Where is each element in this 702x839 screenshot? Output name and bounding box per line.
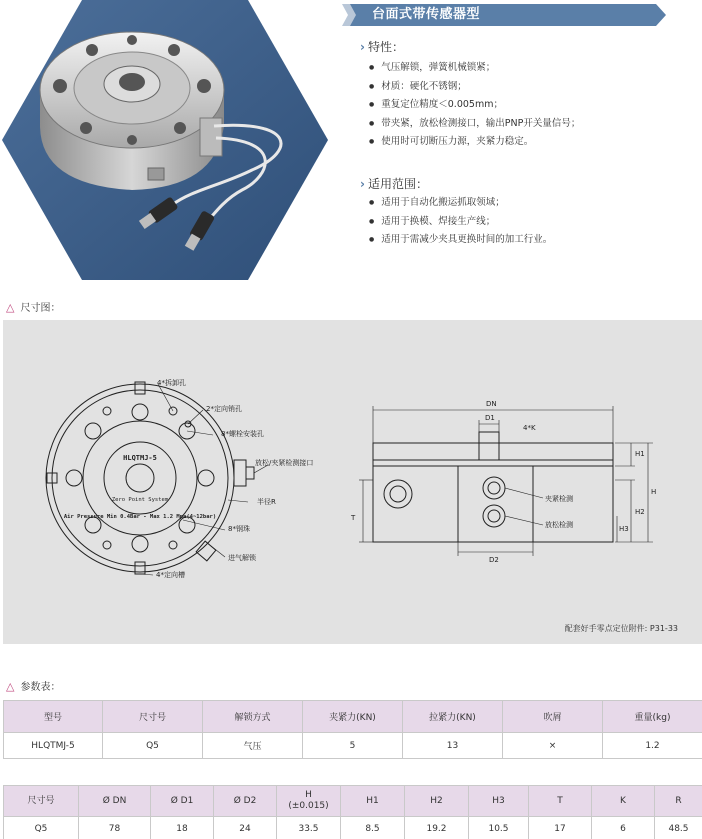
header-cell: R bbox=[655, 786, 702, 817]
table-row bbox=[4, 817, 702, 839]
table-cell: 10.5 bbox=[469, 817, 529, 839]
label-h2: H2 bbox=[635, 508, 645, 516]
table-cell: 19.2 bbox=[405, 817, 469, 839]
table-cell: 33.5 bbox=[277, 817, 341, 839]
table-header-row bbox=[4, 786, 702, 817]
header-cell: 解锁方式 bbox=[203, 701, 303, 733]
table-cell: 13 bbox=[403, 733, 503, 759]
label-locating-slots: 4*定向槽 bbox=[156, 571, 185, 579]
dimensions-table bbox=[3, 785, 702, 839]
list-item: ● 材质：硬化不锈钢； bbox=[369, 78, 580, 97]
header-cell: H1 bbox=[341, 786, 405, 817]
header-cell: Ø DN bbox=[79, 786, 151, 817]
table-cell: HLQTMJ-5 bbox=[4, 733, 103, 759]
params-table bbox=[3, 700, 702, 759]
table-cell: Q5 bbox=[4, 817, 79, 839]
page-title: 台面式带传感器型 bbox=[372, 7, 481, 22]
applications-list bbox=[369, 194, 552, 250]
model-etching: HLQTMJ-5 bbox=[123, 454, 157, 462]
header-cell-h: H (±0.015) bbox=[277, 786, 341, 817]
label-bolt-holes: 8*螺栓安装孔 bbox=[221, 430, 264, 438]
label-pin-holes: 2*定向销孔 bbox=[206, 405, 242, 413]
header-cell: Ø D1 bbox=[151, 786, 214, 817]
pressure-etching: Air Pressure Min 0.4Bar - Max 1.2 Mpa(4~12bar) bbox=[63, 514, 217, 520]
features-list bbox=[369, 59, 580, 152]
params-heading: △ 参数表： bbox=[6, 680, 61, 693]
label-h3: H3 bbox=[619, 525, 629, 533]
header-cell: H2 bbox=[405, 786, 469, 817]
label-dn: DN bbox=[486, 400, 497, 408]
table-row bbox=[4, 733, 702, 759]
header-cell: 尺寸号 bbox=[4, 786, 79, 817]
accessory-note: 配套好手零点定位附件: P31-33 bbox=[564, 624, 678, 633]
label-k: 4*K bbox=[523, 424, 536, 432]
triangle-icon: △ bbox=[6, 301, 15, 314]
table-cell: 6 bbox=[592, 817, 655, 839]
table-cell: × bbox=[503, 733, 603, 759]
list-item: ● 适用于换模、焊接生产线； bbox=[369, 213, 552, 232]
features-heading: › 特性： bbox=[360, 40, 404, 54]
applications-heading: › 适用范围： bbox=[360, 177, 428, 191]
product-image bbox=[2, 0, 328, 280]
h-tolerance: (±0.015) bbox=[288, 801, 329, 811]
table-cell: 1.2 bbox=[603, 733, 702, 759]
triangle-icon: △ bbox=[6, 680, 15, 693]
list-item: ● 适用于需减少夹具更换时间的加工行业。 bbox=[369, 231, 552, 250]
technical-drawing bbox=[3, 320, 702, 644]
list-item: ● 重复定位精度＜0.005mm； bbox=[369, 96, 580, 115]
table-cell: 78 bbox=[79, 817, 151, 839]
chevron-right-icon: › bbox=[360, 177, 365, 191]
header-cell: T bbox=[529, 786, 592, 817]
table-cell: 8.5 bbox=[341, 817, 405, 839]
list-item: ● 带夹紧，放松检测接口，输出PNP开关量信号； bbox=[369, 115, 580, 134]
label-clamp-sensor: 夹紧检测 bbox=[545, 495, 573, 503]
table-cell: 48.5 bbox=[655, 817, 702, 839]
dimension-drawing bbox=[3, 320, 702, 644]
table-cell: 17 bbox=[529, 817, 592, 839]
label-removal-holes: 4*拆卸孔 bbox=[157, 379, 186, 387]
dimension-heading: △ 尺寸图： bbox=[6, 301, 61, 314]
label-d1: D1 bbox=[485, 414, 495, 422]
label-d2: D2 bbox=[489, 556, 499, 564]
label-radius: 半径R bbox=[257, 498, 276, 506]
header-cell: 尺寸号 bbox=[103, 701, 203, 733]
header-cell: 拉紧力(KN) bbox=[403, 701, 503, 733]
header-cell: 吹屑 bbox=[503, 701, 603, 733]
zero-point-etching: Zero Point System bbox=[111, 497, 169, 503]
table-cell: 24 bbox=[214, 817, 277, 839]
header-cell: 重量(kg) bbox=[603, 701, 702, 733]
label-h1: H1 bbox=[635, 450, 645, 458]
label-t: T bbox=[351, 514, 356, 522]
table-cell: 18 bbox=[151, 817, 214, 839]
header-cell: Ø D2 bbox=[214, 786, 277, 817]
header-cell: K bbox=[592, 786, 655, 817]
table-cell: 气压 bbox=[203, 733, 303, 759]
label-sensor-port: 放松/夹紧检测接口 bbox=[255, 459, 314, 467]
chevron-right-icon: › bbox=[360, 40, 365, 54]
list-item: ● 气压解锁，弹簧机械锁紧； bbox=[369, 59, 580, 78]
list-item: ● 使用时可切断压力源，夹紧力稳定。 bbox=[369, 133, 580, 152]
label-release-sensor: 放松检测 bbox=[545, 521, 573, 529]
list-item: ● 适用于自动化搬运抓取领域； bbox=[369, 194, 552, 213]
table-header-row bbox=[4, 701, 702, 733]
header-cell: 夹紧力(KN) bbox=[303, 701, 403, 733]
label-steel-balls: 8*钢珠 bbox=[228, 525, 250, 533]
label-air-unlock: 进气解锁 bbox=[228, 554, 256, 562]
header-cell: H3 bbox=[469, 786, 529, 817]
table-cell: 5 bbox=[303, 733, 403, 759]
table-cell: Q5 bbox=[103, 733, 203, 759]
header-cell: 型号 bbox=[4, 701, 103, 733]
label-h: H bbox=[651, 488, 657, 496]
